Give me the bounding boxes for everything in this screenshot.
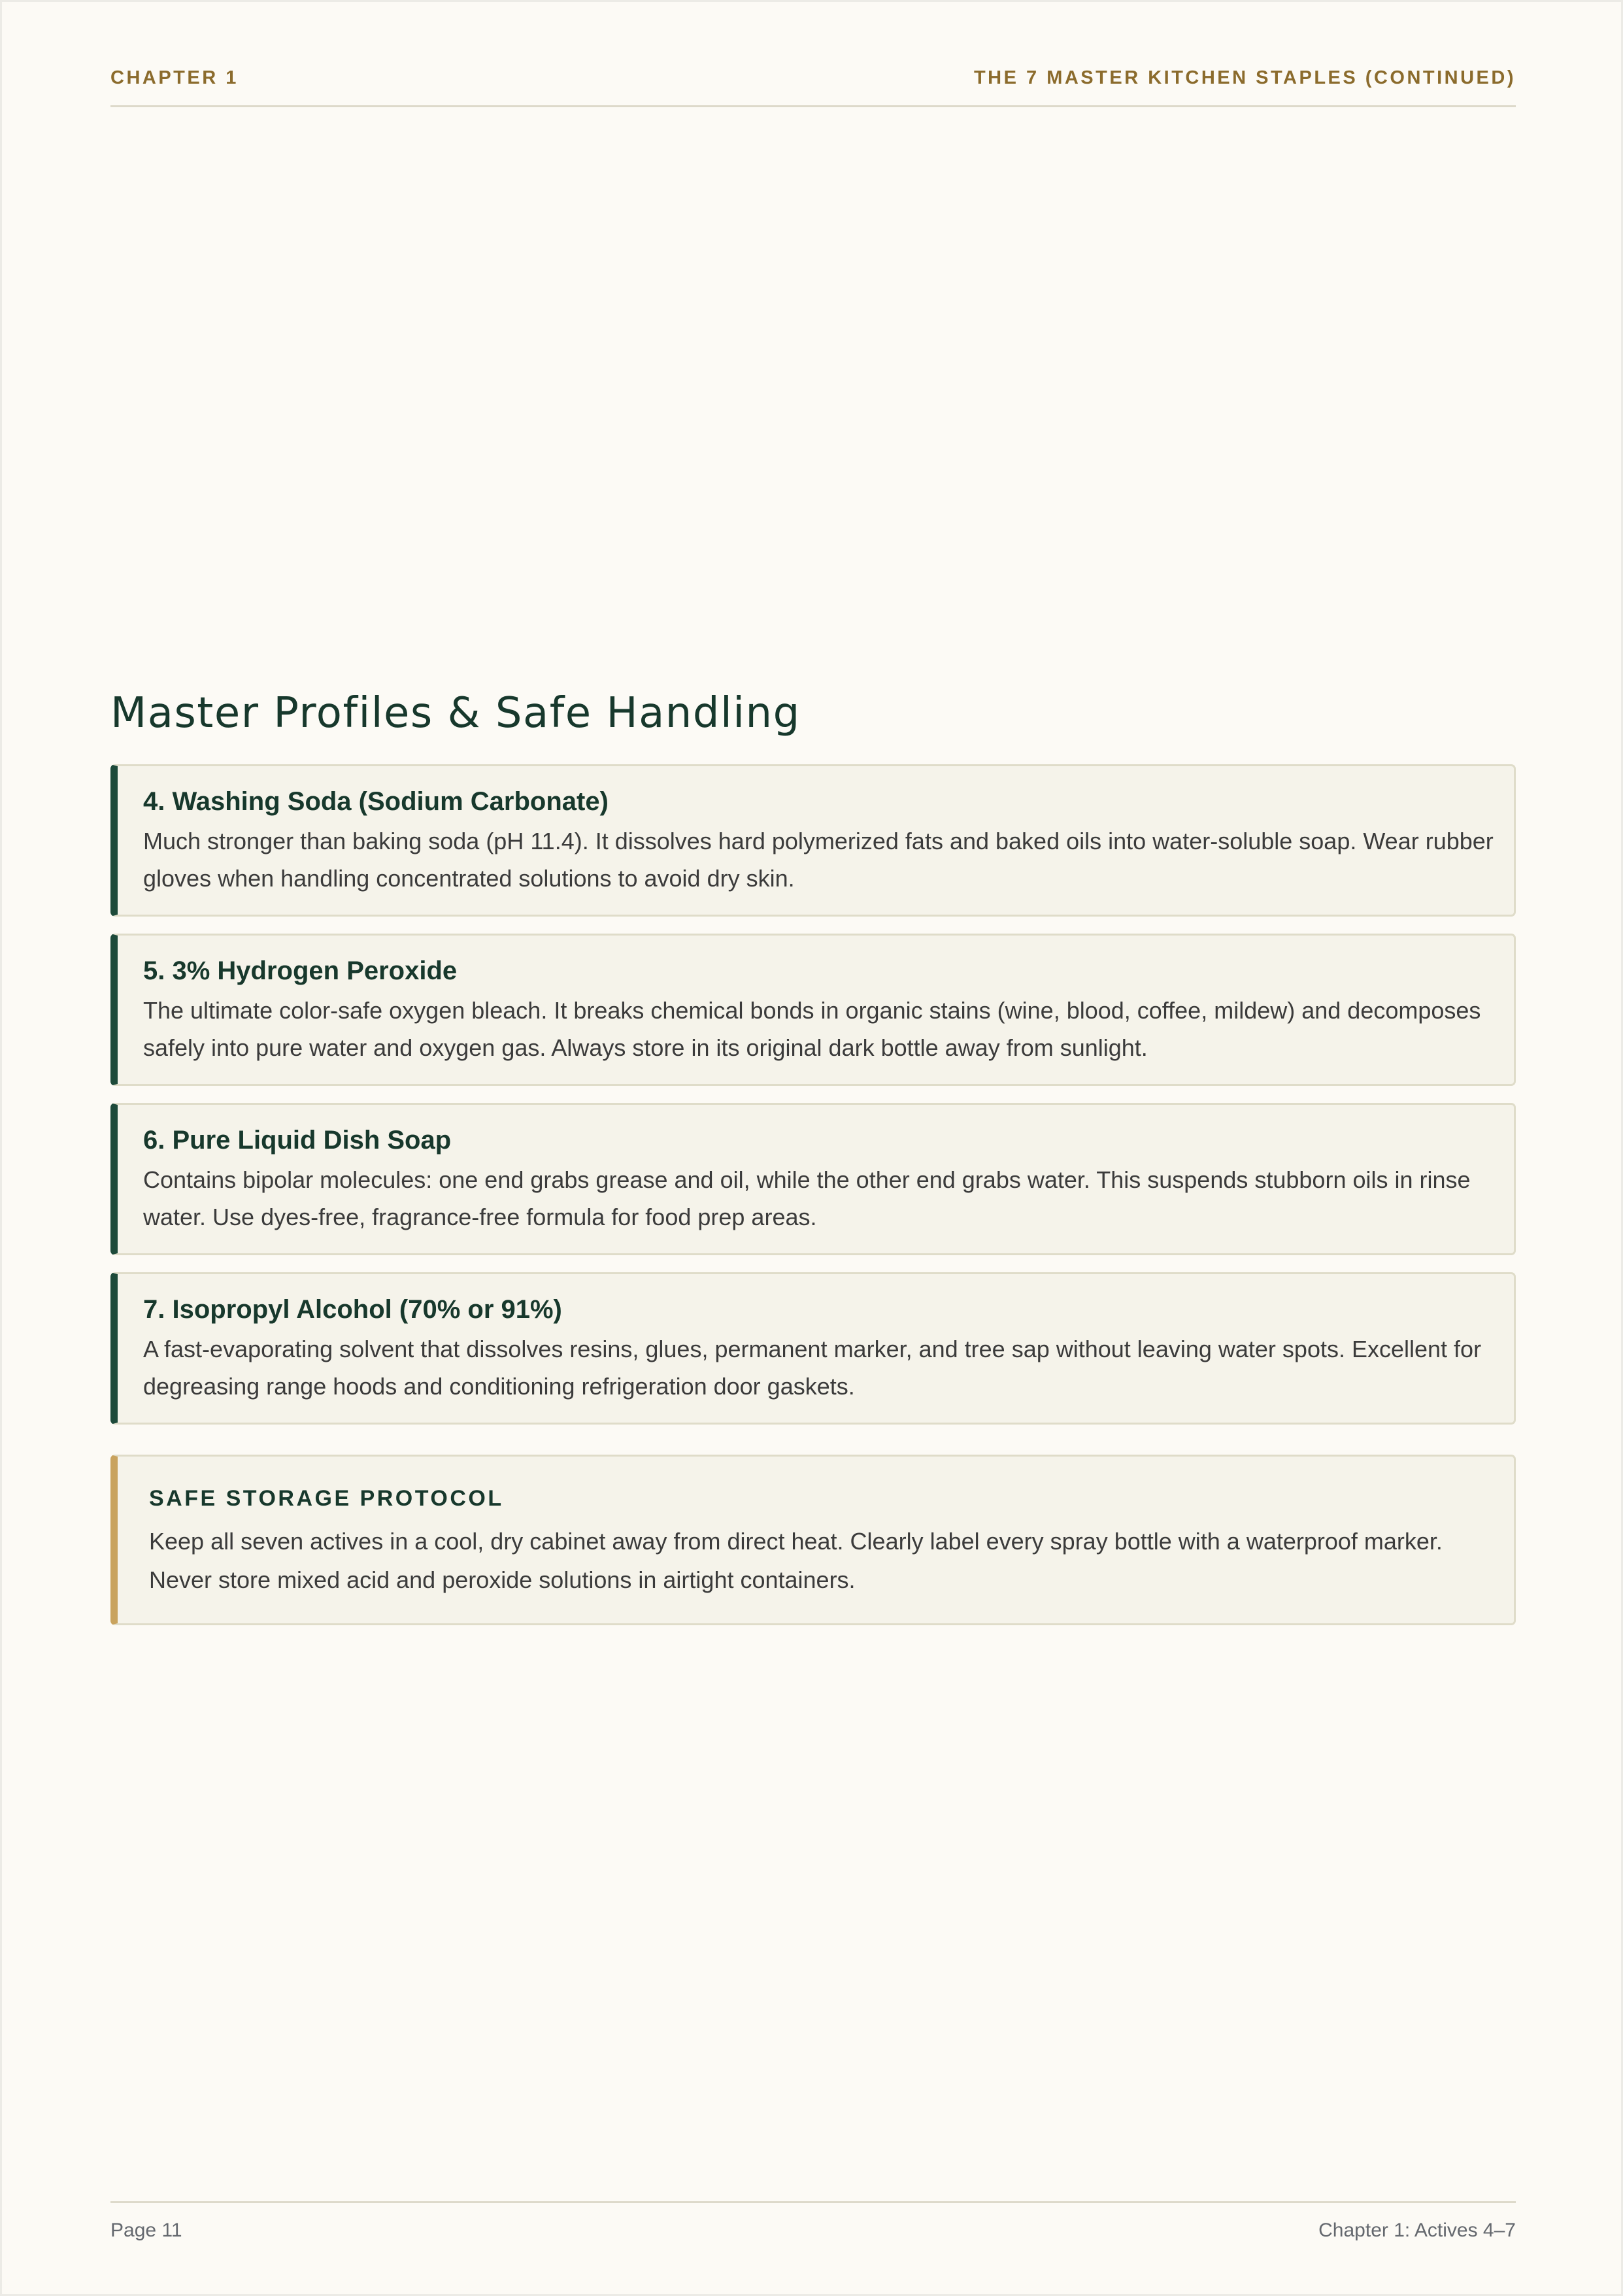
callout-heading: SAFE STORAGE PROTOCOL bbox=[149, 1486, 504, 1511]
safe-storage-callout bbox=[110, 1455, 1516, 1625]
profile-title: 4. Washing Soda (Sodium Carbonate) bbox=[143, 787, 609, 816]
profile-card-hydrogen-peroxide bbox=[110, 934, 1516, 1086]
profile-description: The ultimate color-safe oxygen bleach. It breaks chemical bonds in organic stains (wine, blood, coffee, mildew) and decomposes safely into pure water and oxygen gas. Always store in its original dark bottle away from sunlight. bbox=[143, 997, 1481, 1061]
running-footer bbox=[110, 2201, 1516, 2244]
callout-body: Keep all seven actives in a cool, dry cabinet away from direct heat. Clearly label every spray bottle with a waterproof marker. Never store mixed acid and peroxide solutions in airtight containers. bbox=[149, 1528, 1443, 1593]
profile-title: 6. Pure Liquid Dish Soap bbox=[143, 1126, 452, 1155]
section-title: Master Profiles & Safe Handling bbox=[110, 689, 801, 737]
profile-description: Much stronger than baking soda (pH 11.4). It dissolves hard polymerized fats and baked oils into water-soluble soap. Wear rubber gloves when handling concentrated solutions to avoid dry skin. bbox=[143, 828, 1494, 892]
profile-card-isopropyl-alcohol bbox=[110, 1272, 1516, 1425]
running-title: THE 7 MASTER KITCHEN STAPLES (CONTINUED) bbox=[973, 67, 1516, 88]
profile-description: A fast-evaporating solvent that dissolves resins, glues, permanent marker, and tree sap without leaving water spots. Excellent for degreasing range hoods and conditioning refrigeration door gaskets. bbox=[143, 1336, 1482, 1400]
footer-section-label: Chapter 1: Actives 4–7 bbox=[1318, 2220, 1516, 2241]
page-number: Page 11 bbox=[110, 2220, 182, 2241]
chapter-label: CHAPTER 1 bbox=[110, 67, 239, 88]
running-header bbox=[110, 66, 1516, 107]
profile-list bbox=[110, 764, 1516, 1442]
profile-description: Contains bipolar molecules: one end grabs grease and oil, while the other end grabs water. This suspends stubborn oils in rinse water. Use dyes-free, fragrance-free formula for food prep areas. bbox=[143, 1166, 1471, 1230]
profile-card-dish-soap bbox=[110, 1103, 1516, 1255]
profile-card-washing-soda bbox=[110, 764, 1516, 917]
profile-title: 7. Isopropyl Alcohol (70% or 91%) bbox=[143, 1295, 562, 1324]
profile-title: 5. 3% Hydrogen Peroxide bbox=[143, 956, 458, 985]
